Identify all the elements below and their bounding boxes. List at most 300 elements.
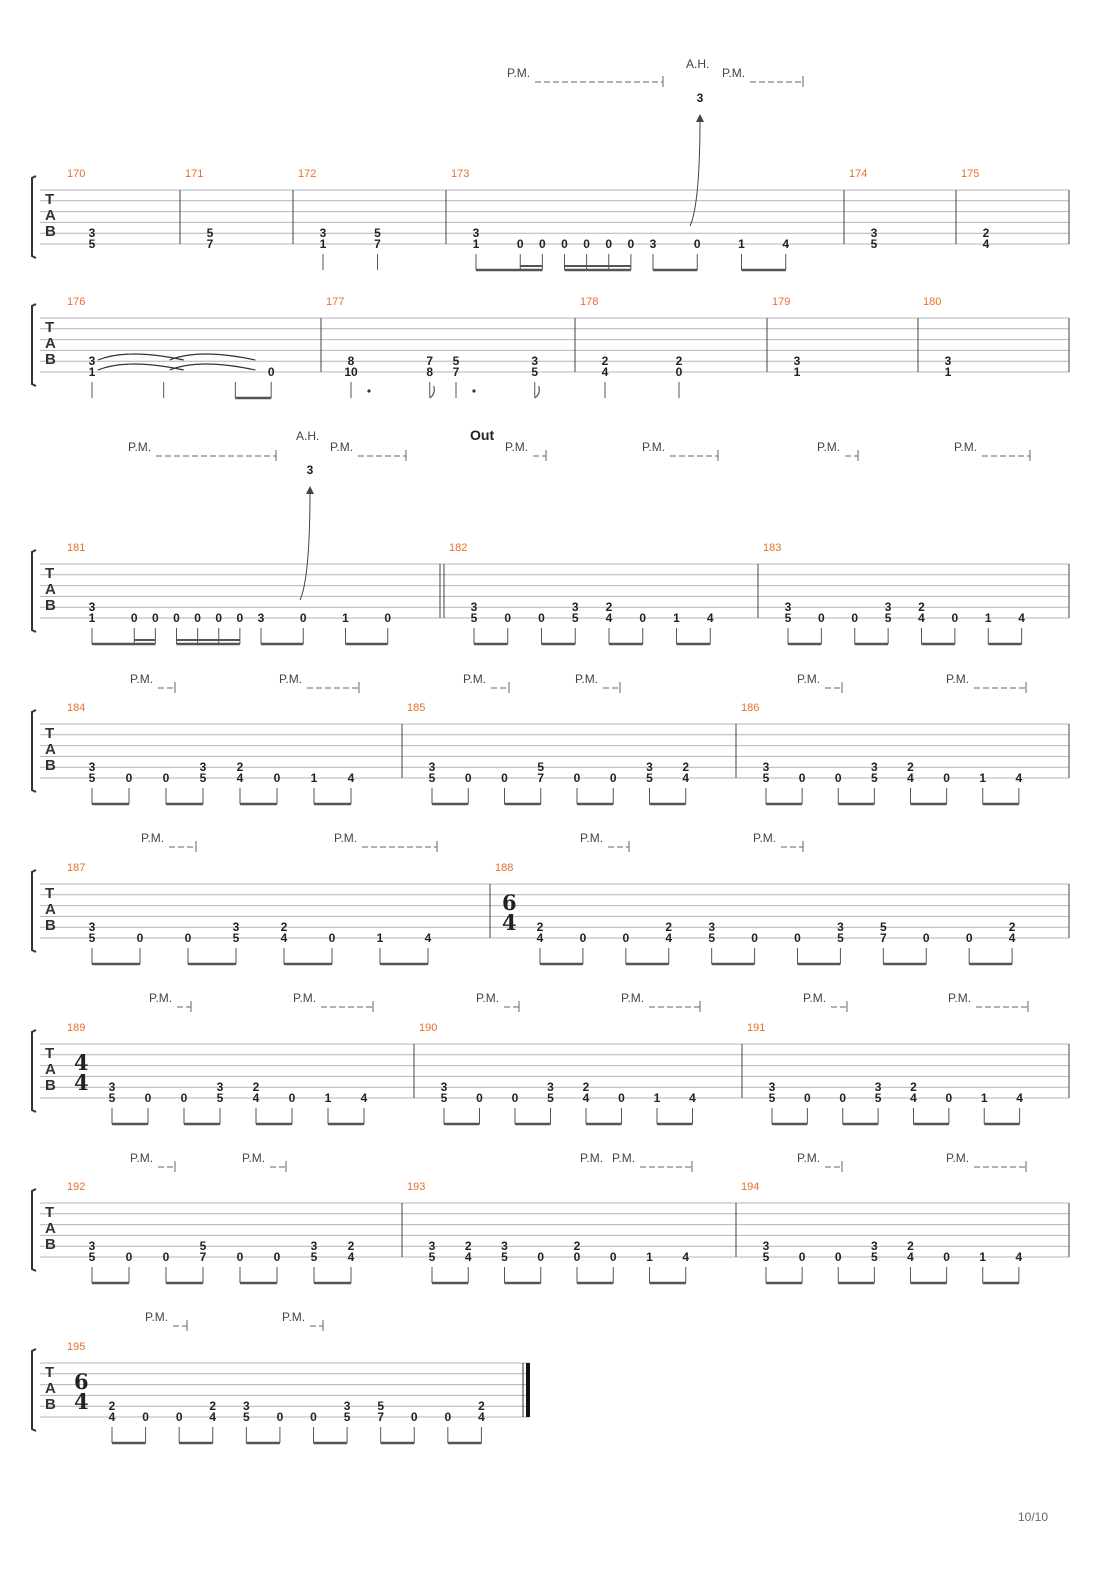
fret-number: 5 — [531, 365, 539, 379]
tab-clef-letter: A — [45, 741, 56, 758]
fret-number: 5 — [768, 1091, 776, 1105]
fret-number: 0 — [609, 1250, 617, 1264]
fret-number: 0 — [945, 1091, 953, 1105]
fret-number: 3 — [88, 1239, 96, 1253]
palm-mute-label: P.M. — [505, 440, 529, 454]
measure-number: 185 — [407, 702, 426, 714]
tab-clef-letter: B — [45, 1236, 56, 1253]
tab-clef-letter: T — [45, 1204, 55, 1221]
time-signature-bottom: 4 — [74, 1070, 89, 1095]
tab-clef-letter: B — [45, 223, 56, 240]
fret-number: 3 — [531, 354, 539, 368]
fret-number: 5 — [837, 931, 844, 945]
system-bracket — [32, 176, 36, 258]
fret-number: 0 — [476, 1091, 483, 1105]
fret-number: 0 — [627, 237, 635, 251]
system-bracket — [32, 1030, 36, 1112]
fret-number: 0 — [144, 1091, 152, 1105]
fret-number: 4 — [605, 611, 613, 625]
fret-number: 3 — [199, 760, 207, 774]
measure-number: 193 — [407, 1181, 426, 1193]
fret-number: 7 — [374, 237, 381, 251]
tab-clef-letter: T — [45, 1364, 55, 1381]
measure-number: 183 — [763, 542, 782, 554]
tab-clef-letter: B — [45, 757, 56, 774]
fret-number: 5 — [310, 1250, 318, 1264]
tab-clef-letter: A — [45, 207, 56, 224]
measure-number: 171 — [185, 168, 204, 180]
fret-number: 0 — [299, 611, 307, 625]
fret-number: 4 — [601, 365, 609, 379]
palm-mute-label: P.M. — [476, 991, 500, 1005]
fret-number: 5 — [428, 771, 436, 785]
fret-number: 3 — [310, 1239, 318, 1253]
fret-number: 0 — [288, 1091, 296, 1105]
fret-number: 0 — [573, 1250, 581, 1264]
fret-number: 0 — [504, 611, 512, 625]
fret-number: 0 — [273, 1250, 281, 1264]
system-bracket — [32, 1349, 36, 1431]
fret-number: 5 — [242, 1410, 250, 1424]
fret-number: 0 — [539, 237, 546, 251]
tab-clef-letter: A — [45, 1220, 56, 1237]
measure-number: 172 — [298, 168, 317, 180]
fret-number: 1 — [738, 237, 745, 251]
fret-number: 3 — [472, 226, 480, 240]
fret-number: 2 — [1008, 920, 1016, 934]
fret-number: 1 — [979, 1250, 987, 1264]
fret-number: 2 — [464, 1239, 472, 1253]
fret-number: 0 — [267, 365, 275, 379]
fret-number: 0 — [943, 771, 950, 785]
dot — [472, 389, 475, 392]
tab-clef-letter: B — [45, 1396, 56, 1413]
measure-number: 176 — [67, 296, 86, 308]
fret-number: 5 — [88, 1250, 96, 1264]
harmonic-fret: 3 — [696, 91, 704, 105]
fret-number: 0 — [184, 931, 192, 945]
fret-number: 0 — [310, 1410, 317, 1424]
bend-arrow-head — [696, 114, 704, 122]
fret-number: 5 — [537, 760, 545, 774]
fret-number: 5 — [377, 1399, 385, 1413]
fret-number: 7 — [879, 931, 887, 945]
fret-number: 0 — [152, 611, 159, 625]
fret-number: 3 — [874, 1080, 882, 1094]
palm-mute-label: P.M. — [753, 831, 777, 845]
fret-number: 5 — [571, 611, 579, 625]
fret-number: 4 — [682, 771, 690, 785]
fret-number: 3 — [470, 600, 478, 614]
tab-clef-letter: T — [45, 191, 55, 208]
measure-number: 186 — [741, 702, 760, 714]
fret-number: 2 — [665, 920, 673, 934]
fret-number: 3 — [88, 760, 96, 774]
fret-number: 1 — [324, 1091, 332, 1105]
tie — [170, 354, 256, 360]
fret-number: 0 — [851, 611, 859, 625]
fret-number: 1 — [984, 611, 992, 625]
palm-mute-label: P.M. — [334, 831, 358, 845]
tab-clef-letter: T — [45, 1045, 55, 1062]
fret-number: 8 — [347, 354, 355, 368]
fret-number: 2 — [982, 226, 990, 240]
fret-number: 4 — [347, 771, 355, 785]
measure-number: 177 — [326, 296, 345, 308]
fret-number: 0 — [693, 237, 701, 251]
fret-number: 4 — [1015, 771, 1023, 785]
palm-mute-label: P.M. — [642, 440, 666, 454]
fret-number: 5 — [646, 771, 653, 785]
measure-number: 192 — [67, 1181, 86, 1193]
measure-number: 188 — [495, 862, 514, 874]
fret-number: 7 — [206, 237, 214, 251]
tab-clef-letter: T — [45, 885, 55, 902]
system-bracket — [32, 710, 36, 792]
measure-number: 178 — [580, 296, 599, 308]
fret-number: 3 — [547, 1080, 554, 1094]
fret-number: 5 — [871, 771, 878, 785]
tab-clef-letter: A — [45, 901, 56, 918]
fret-number: 4 — [907, 771, 914, 785]
measure-number: 182 — [449, 542, 468, 554]
final-barline — [526, 1363, 530, 1417]
tab-clef-letter: B — [45, 1077, 56, 1094]
fret-number: 5 — [762, 1250, 770, 1264]
palm-mute-label: P.M. — [130, 1151, 154, 1165]
fret-number: 5 — [428, 1250, 436, 1264]
tab-clef-letter: B — [45, 597, 56, 614]
fret-number: 0 — [798, 1250, 806, 1264]
fret-number: 1 — [944, 365, 952, 379]
fret-number: 0 — [180, 1091, 188, 1105]
fret-number: 1 — [376, 931, 384, 945]
fret-number: 0 — [162, 771, 170, 785]
fret-number: 1 — [319, 237, 327, 251]
fret-number: 0 — [501, 771, 508, 785]
fret-number: 3 — [884, 600, 892, 614]
tab-clef-letter: B — [45, 917, 56, 934]
palm-mute-label: P.M. — [145, 1310, 169, 1324]
fret-number: 3 — [646, 760, 653, 774]
fret-number: 3 — [708, 920, 716, 934]
fret-number: 3 — [944, 354, 952, 368]
fret-number: 5 — [343, 1410, 351, 1424]
fret-number: 5 — [871, 1250, 878, 1264]
fret-number: 4 — [280, 931, 288, 945]
palm-mute-label: P.M. — [149, 991, 173, 1005]
fret-number: 7 — [426, 354, 434, 368]
fret-number: 4 — [907, 1250, 914, 1264]
fret-number: 0 — [175, 1410, 183, 1424]
fret-number: 3 — [837, 920, 844, 934]
fret-number: 2 — [536, 920, 544, 934]
tie — [170, 364, 256, 370]
fret-number: 3 — [793, 354, 801, 368]
fret-number: 3 — [232, 920, 240, 934]
fret-number: 3 — [216, 1080, 224, 1094]
fret-number: 0 — [798, 771, 806, 785]
fret-number: 3 — [871, 1239, 878, 1253]
fret-number: 3 — [871, 760, 878, 774]
fret-number: 0 — [537, 1250, 545, 1264]
fret-number: 0 — [839, 1091, 847, 1105]
measure-number: 170 — [67, 168, 86, 180]
fret-number: 1 — [310, 771, 318, 785]
fret-number: 0 — [236, 1250, 244, 1264]
palm-mute-label: P.M. — [128, 440, 152, 454]
fret-number: 4 — [682, 1250, 690, 1264]
fret-number: 5 — [501, 1250, 508, 1264]
fret-number: 5 — [708, 931, 716, 945]
fret-number: 4 — [1015, 1250, 1023, 1264]
palm-mute-label: P.M. — [803, 991, 827, 1005]
fret-number: 0 — [618, 1091, 625, 1105]
note-flag — [430, 386, 435, 398]
fret-number: 0 — [675, 365, 683, 379]
fret-number: 2 — [910, 1080, 917, 1094]
fret-number: 3 — [257, 611, 265, 625]
fret-number: 0 — [538, 611, 545, 625]
fret-number: 0 — [173, 611, 180, 625]
page-number: 10/10 — [1018, 1510, 1049, 1524]
palm-mute-label: P.M. — [946, 672, 970, 686]
fret-number: 4 — [689, 1091, 696, 1105]
fret-number: 7 — [377, 1410, 385, 1424]
fret-number: 0 — [573, 771, 581, 785]
harmonic-fret: 3 — [306, 463, 314, 477]
fret-number: 0 — [922, 931, 930, 945]
fret-number: 4 — [108, 1410, 116, 1424]
fret-number: 4 — [236, 771, 244, 785]
fret-number: 5 — [108, 1091, 116, 1105]
fret-number: 0 — [125, 1250, 133, 1264]
fret-number: 0 — [276, 1410, 284, 1424]
measure-number: 179 — [772, 296, 791, 308]
system-bracket — [32, 870, 36, 952]
fret-number: 4 — [478, 1410, 485, 1424]
palm-mute-label: P.M. — [797, 1151, 821, 1165]
tab-clef-letter: T — [45, 565, 55, 582]
fret-number: 0 — [751, 931, 758, 945]
system-bracket — [32, 550, 36, 632]
measure-number: 194 — [741, 1181, 760, 1193]
palm-mute-label: P.M. — [612, 1151, 636, 1165]
fret-number: 0 — [561, 237, 568, 251]
fret-number: 3 — [501, 1239, 508, 1253]
fret-number: 0 — [622, 931, 630, 945]
fret-number: 5 — [470, 611, 478, 625]
fret-number: 0 — [236, 611, 244, 625]
bend-arrow-head — [306, 486, 314, 494]
fret-number: 2 — [601, 354, 609, 368]
fret-number: 3 — [784, 600, 792, 614]
fret-number: 0 — [639, 611, 647, 625]
fret-number: 3 — [88, 354, 96, 368]
note-flag — [535, 386, 540, 398]
fret-number: 10 — [344, 365, 358, 379]
fret-number: 2 — [682, 760, 690, 774]
fret-number: 0 — [215, 611, 223, 625]
fret-number: 0 — [142, 1410, 149, 1424]
fret-number: 5 — [232, 931, 240, 945]
fret-number: 0 — [273, 771, 281, 785]
palm-mute-label: P.M. — [575, 672, 599, 686]
fret-number: 5 — [784, 611, 792, 625]
fret-number: 0 — [511, 1091, 519, 1105]
artificial-harmonic-label: A.H. — [686, 57, 710, 71]
fret-number: 4 — [252, 1091, 260, 1105]
measure-number: 173 — [451, 168, 470, 180]
fret-number: 1 — [88, 611, 96, 625]
measure-number: 187 — [67, 862, 86, 874]
fret-number: 1 — [472, 237, 480, 251]
fret-number: 4 — [982, 237, 990, 251]
measure-number: 190 — [419, 1022, 438, 1034]
palm-mute-label: P.M. — [463, 672, 487, 686]
fret-number: 2 — [108, 1399, 116, 1413]
fret-number: 5 — [884, 611, 892, 625]
fret-number: 5 — [88, 237, 96, 251]
fret-number: 0 — [834, 771, 842, 785]
tab-clef-letter: A — [45, 581, 56, 598]
fret-number: 7 — [452, 365, 460, 379]
palm-mute-label: P.M. — [817, 440, 841, 454]
palm-mute-label: P.M. — [507, 66, 531, 80]
measure-number: 175 — [961, 168, 980, 180]
fret-number: 3 — [440, 1080, 448, 1094]
fret-number: 5 — [547, 1091, 554, 1105]
fret-number: 7 — [199, 1250, 207, 1264]
fret-number: 4 — [1016, 1091, 1023, 1105]
fret-number: 0 — [444, 1410, 452, 1424]
fret-number: 4 — [1008, 931, 1016, 945]
fret-number: 2 — [209, 1399, 217, 1413]
tab-clef-letter: B — [45, 351, 56, 368]
fret-number: 2 — [605, 600, 613, 614]
fret-number: 3 — [762, 1239, 770, 1253]
fret-number: 0 — [609, 771, 617, 785]
dot — [367, 389, 370, 392]
fret-number: 3 — [649, 237, 657, 251]
palm-mute-label: P.M. — [580, 831, 604, 845]
palm-mute-label: P.M. — [722, 66, 746, 80]
measure-number: 174 — [849, 168, 868, 180]
measure-number: 181 — [67, 542, 86, 554]
fret-number: 3 — [108, 1080, 116, 1094]
bend-arrow-line — [300, 490, 310, 600]
fret-number: 4 — [1018, 611, 1025, 625]
fret-number: 3 — [343, 1399, 351, 1413]
fret-number: 2 — [918, 600, 925, 614]
palm-mute-label: P.M. — [242, 1151, 266, 1165]
fret-number: 3 — [428, 1239, 436, 1253]
fret-number: 0 — [605, 237, 613, 251]
fret-number: 1 — [793, 365, 801, 379]
fret-number: 4 — [347, 1250, 355, 1264]
fret-number: 5 — [88, 931, 96, 945]
fret-number: 0 — [516, 237, 524, 251]
fret-number: 5 — [440, 1091, 448, 1105]
time-signature-top: 6 — [74, 1369, 89, 1394]
fret-number: 2 — [907, 1239, 914, 1253]
palm-mute-label: P.M. — [279, 672, 303, 686]
fret-number: 0 — [951, 611, 959, 625]
palm-mute-label: P.M. — [330, 440, 354, 454]
palm-mute-label: P.M. — [141, 831, 165, 845]
fret-number: 7 — [537, 771, 545, 785]
fret-number: 5 — [762, 771, 770, 785]
fret-number: 1 — [342, 611, 349, 625]
palm-mute-label: P.M. — [580, 1151, 604, 1165]
fret-number: 0 — [834, 1250, 842, 1264]
fret-number: 5 — [199, 771, 207, 785]
measure-number: 195 — [67, 1341, 86, 1353]
tab-clef-letter: A — [45, 335, 56, 352]
fret-number: 4 — [536, 931, 544, 945]
fret-number: 4 — [910, 1091, 917, 1105]
fret-number: 5 — [206, 226, 214, 240]
fret-number: 3 — [571, 600, 579, 614]
fret-number: 3 — [762, 760, 770, 774]
fret-number: 0 — [130, 611, 138, 625]
fret-number: 5 — [374, 226, 381, 240]
fret-number: 1 — [979, 771, 987, 785]
tab-clef-letter: T — [45, 319, 55, 336]
fret-number: 1 — [646, 1250, 653, 1264]
fret-number: 0 — [136, 931, 144, 945]
fret-number: 5 — [879, 920, 887, 934]
bend-arrow-line — [690, 118, 700, 226]
fret-number: 2 — [347, 1239, 355, 1253]
palm-mute-label: P.M. — [130, 672, 154, 686]
fret-number: 0 — [328, 931, 336, 945]
fret-number: 1 — [88, 365, 96, 379]
artificial-harmonic-label: A.H. — [296, 429, 320, 443]
tab-clef-letter: T — [45, 725, 55, 742]
measure-number: 180 — [923, 296, 942, 308]
fret-number: 4 — [782, 237, 790, 251]
measure-number: 189 — [67, 1022, 86, 1034]
fret-number: 0 — [965, 931, 973, 945]
fret-number: 5 — [88, 771, 96, 785]
fret-number: 1 — [673, 611, 680, 625]
fret-number: 3 — [768, 1080, 776, 1094]
fret-number: 5 — [452, 354, 460, 368]
measure-number: 191 — [747, 1022, 766, 1034]
fret-number: 1 — [980, 1091, 988, 1105]
fret-number: 0 — [579, 931, 587, 945]
fret-number: 2 — [478, 1399, 485, 1413]
section-label: Out — [470, 427, 495, 443]
fret-number: 4 — [582, 1091, 590, 1105]
tab-clef-letter: A — [45, 1061, 56, 1078]
tab-clef-letter: A — [45, 1380, 56, 1397]
fret-number: 3 — [88, 600, 96, 614]
fret-number: 0 — [818, 611, 825, 625]
fret-number: 2 — [907, 760, 914, 774]
fret-number: 3 — [870, 226, 878, 240]
palm-mute-label: P.M. — [621, 991, 645, 1005]
palm-mute-label: P.M. — [946, 1151, 970, 1165]
fret-number: 4 — [360, 1091, 368, 1105]
time-signature-top: 6 — [502, 890, 517, 915]
fret-number: 0 — [194, 611, 201, 625]
fret-number: 3 — [428, 760, 436, 774]
palm-mute-label: P.M. — [954, 440, 978, 454]
fret-number: 0 — [384, 611, 392, 625]
fret-number: 5 — [874, 1091, 882, 1105]
